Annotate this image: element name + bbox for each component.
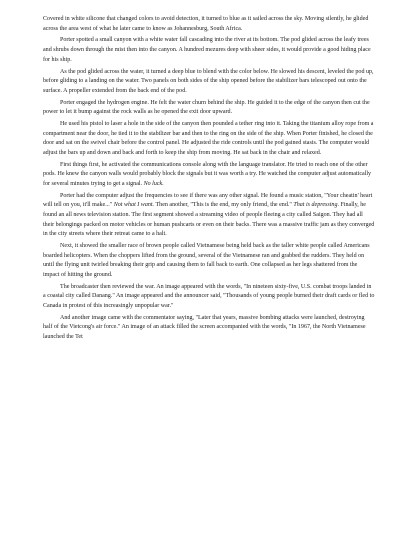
text-run: Porter engaged the hydrogen engine. He felt the water churn behind the ship. He guided it to the edge of the canyon then cut the power to let it bump against the rock walls as he opened the exit door upward.: [43, 99, 370, 116]
paragraph: [43, 242, 375, 280]
text-run: Porter had the computer adjust the frequencies to see if there was any other signal. He found a music station, "Your cheatin' heart will tell on you, it'll make...": [43, 192, 373, 209]
text-run: The broadcaster then reviewed the war. An image appeared with the words, "In nineteen sixty-five, U.S. combat troops landed in a coastal city called Danang." An image appeared and the announcer said, "Thousands of young people burned their draft cards or fled to Canada in protest of this increasingly unpopular war.": [43, 283, 375, 309]
paragraph: [43, 314, 375, 343]
italic-text-run: Not what I want.: [113, 202, 155, 209]
paragraph: [43, 68, 375, 97]
text-run: And another image came with the commentator saying, "Later that years, massive bombing attacks were launched, destroying half of the Vietcong's air force." An image of an attack filled the screen accompanied with the words, "In 1967, the North Vietnamese launched the Tet: [43, 314, 366, 341]
italic-text-run: That is depressing: [293, 202, 338, 209]
paragraph: [43, 283, 375, 312]
paragraph: [43, 192, 375, 240]
paragraph: [43, 99, 375, 118]
text-run: . Finally, he found an all news television station. The first segment showed a streaming video of people fleeing a city called Saigon. They had all their belongings packed on motor vehicles or human pushcarts or even on their backs. There was a massive traffic jam as they converged in the city streets where their retreat came to a halt.: [43, 202, 375, 238]
text-run: First things first, he activated the communications console along with the language translator. He tried to reach one of the other pods. He knew the canyon walls would probably block the signals but it was worth a try. He watched the computer adjust automatically for several minutes trying to get a signal.: [43, 161, 372, 187]
text-run: He used his pistol to laser a hole in the side of the canyon then pounded a tether ring into it. Taking the titanium alloy rope from a compartment near the door, he tied it to the stabilizer bar and then to the ring on the side of the ship. When Porter finished, he closed the door and sat on the swivel chair before the control panel. He adjusted the ride controls until the pod gained stasis. The computer would adjust the bars up and down and back and forth to keep the ship from moving. He sat back in the chair and relaxed.: [43, 121, 374, 156]
text-run: Covered in white silicone that changed colors to avoid detection, it turned to blue as it sailed across the sky. Moving silently, he glided across the area west of what he later came to know as Johannesburg, South Africa.: [43, 16, 369, 32]
text-run: Porter spotted a small canyon with a white water fall cascading into the river at its bottom. The pod glided across the leafy trees and shrubs down through the mist then into the canyon. A hundred mezures deep with sheer sides, it would provide a good hiding place for his ship.: [43, 37, 371, 63]
text-run: Then another, "This is the end, my only friend, the end.": [154, 202, 294, 209]
paragraph: [43, 36, 375, 65]
text-run: Next, it showed the smaller race of brown people called Vietnamese being held back as the taller white people called Americans boarded helicopters. When the choppers lifted from the ground, several of the Vietnamese ran and grabbed the rudders. They held on until the flying unit twirled breaking their grip and causing them to fall back to earth. One collapsed as her legs shattered from the impact of hitting the ground.: [43, 243, 370, 278]
paragraph: [43, 15, 375, 34]
paragraph: [43, 120, 375, 158]
italic-text-run: No luck.: [143, 180, 164, 187]
text-run: As the pod glided across the water, it turned a deep blue to blend with the color below. He slowed his descent, leveled the pod up, before gliding to a landing on the water. Two panels on both sides of the ship opened before the stabilizer bars telescoped out onto the surface. A propeller extended from the back end of the pod.: [43, 68, 374, 94]
paragraph: [43, 161, 375, 190]
